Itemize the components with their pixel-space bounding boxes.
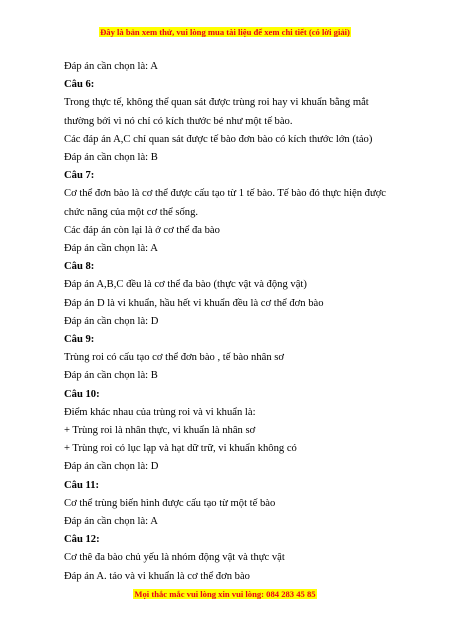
answer-line: Cơ thê đa bào chủ yếu là nhóm động vật và thực vật xyxy=(64,552,285,564)
answer-line: Đáp án A. tảo và vi khuẩn là cơ thể đơn bào xyxy=(64,570,250,582)
answer-line: Đáp án cần chọn là: B xyxy=(64,370,158,382)
question-heading: Câu 10: xyxy=(64,388,100,400)
answer-line: Đáp án cần chọn là: A xyxy=(64,61,158,72)
answer-line: Các đáp án A,C chỉ quan sát được tế bào đơn bào có kích thước lớn (tảo) xyxy=(64,133,373,145)
answer-line: Điểm khác nhau của trùng roi và vi khuẩn là: xyxy=(64,406,256,418)
contact-footer-banner xyxy=(0,589,450,599)
preview-notice-text: Đây là bản xem thử, vui lòng mua tài liệu để xem chi tiết (có lời giải) xyxy=(100,27,350,37)
answer-line: Đáp án cần chọn là: B xyxy=(64,152,158,164)
preview-notice-banner xyxy=(0,27,450,37)
answer-line: Trùng roi có cấu tạo cơ thể đơn bào , tế bào nhân sơ xyxy=(64,352,285,364)
answer-line: Đáp án cần chọn là: D xyxy=(64,315,159,327)
question-heading: Câu 9: xyxy=(64,334,95,346)
answer-line: Đáp án D là vi khuẩn, hầu hết vi khuẩn đều là cơ thể đơn bào xyxy=(64,297,324,309)
answer-line: Đáp án A,B,C đều là cơ thể đa bào (thực vật và động vật) xyxy=(64,279,307,291)
answer-line: chức năng của một cơ thể sống. xyxy=(64,206,199,218)
answer-line: Cơ thể trùng biến hình được cấu tạo từ một tế bào xyxy=(64,497,276,509)
answer-line: + Trùng roi là nhân thực, vi khuẩn là nhân sơ xyxy=(64,425,256,437)
contact-footer-text: Mọi thắc mắc vui lòng xin vui lòng: 084 283 45 85 xyxy=(134,589,316,599)
question-heading: Câu 6: xyxy=(64,79,95,91)
answer-line: Các đáp án còn lại là ở cơ thể đa bào xyxy=(64,224,220,236)
answer-line: + Trùng roi có lục lạp và hạt dữ trữ, vi khuẩn không có xyxy=(64,443,297,455)
question-heading: Câu 11: xyxy=(64,479,100,491)
answer-line: Cơ thể đơn bào là cơ thể được cấu tạo từ 1 tế bào. Tế bào đó thực hiện được xyxy=(64,188,387,200)
document-body xyxy=(64,58,404,586)
answer-line: Đáp án cần chọn là: D xyxy=(64,461,159,473)
question-heading: Câu 8: xyxy=(64,261,95,273)
answer-line: thường bởi vì nó chỉ có kích thước bé như một tế bào. xyxy=(64,115,293,127)
question-heading: Câu 12: xyxy=(64,534,100,546)
question-heading: Câu 7: xyxy=(64,170,95,182)
answer-line: Trong thực tế, không thể quan sát được trùng roi hay vi khuẩn bằng mắt xyxy=(64,97,369,109)
answer-line: Đáp án cần chọn là: A xyxy=(64,243,158,255)
answer-line: Đáp án cần chọn là: A xyxy=(64,516,158,528)
